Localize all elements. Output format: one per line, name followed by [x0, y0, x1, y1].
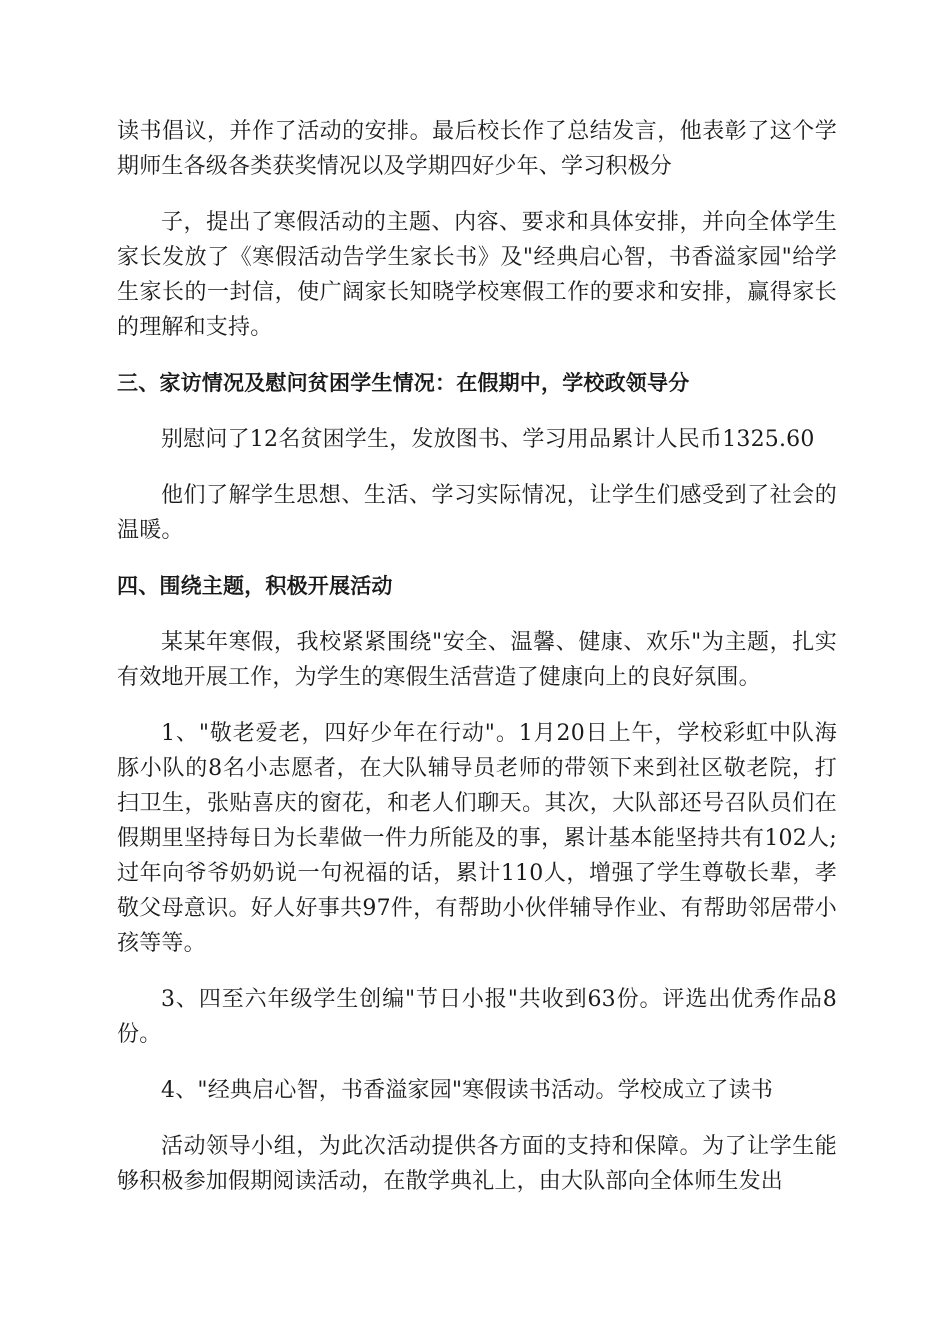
- section-heading-home-visits: 三、家访情况及慰问贫困学生情况：在假期中，学校政领导分: [117, 371, 690, 395]
- paragraph-winter-activity-plan: 子，提出了寒假活动的主题、内容、要求和具体安排，并向全体学生家长发放了《寒假活动告学生家长书》及"经典启心智，书香溢家园"给学生家长的一封信，使广阔家长知晓学校寒假工作的要求和安排，赢得家长的理解和支持。: [117, 210, 837, 340]
- paragraph-social-warmth: 他们了解学生思想、生活、学习实际情况，让学生们感受到了社会的温暖。: [117, 483, 837, 543]
- paragraph-reading-leadership: 活动领导小组，为此次活动提供各方面的支持和保障。为了让学生能够积极参加假期阅读活动，在散学典礼上，由大队部向全体师生发出: [117, 1134, 837, 1194]
- paragraph-respect-elders: 1、"敬老爱老，四好少年在行动"。1月20日上午，学校彩虹中队海豚小队的8名小志愿者，在大队辅导员老师的带领下来到社区敬老院，打扫卫生，张贴喜庆的窗花，和老人们聊天。其次，大队部还号召队员们在假期里坚持每日为长辈做一件力所能及的事，累计基本能坚持共有102人;过年向爷爷奶奶说一句祝福的话，累计110人，增强了学生尊敬长辈，孝敬父母意识。好人好事共97件，有帮助小伙伴辅导作业、有帮助邻居带小孩等等。: [117, 721, 837, 956]
- paragraph-reading-proposal: 读书倡议，并作了活动的安排。最后校长作了总结发言，他表彰了这个学期师生各级各类获奖情况以及学期四好少年、学习积极分: [117, 119, 837, 179]
- paragraph-holiday-newspaper: 3、四至六年级学生创编"节日小报"共收到63份。评选出优秀作品8份。: [117, 987, 837, 1047]
- paragraph-reading-activity: 4、"经典启心智，书香溢家园"寒假读书活动。学校成立了读书: [161, 1078, 774, 1103]
- section-heading-theme-activities: 四、围绕主题，积极开展活动: [117, 574, 393, 598]
- document-body: [117, 114, 837, 1220]
- paragraph-winter-theme: 某某年寒假，我校紧紧围绕"安全、温馨、健康、欢乐"为主题，扎实有效地开展工作，为学生的寒假生活营造了健康向上的良好氛围。: [117, 630, 837, 690]
- paragraph-poor-students-visit: 别慰问了12名贫困学生，发放图书、学习用品累计人民币1325.60: [161, 427, 815, 452]
